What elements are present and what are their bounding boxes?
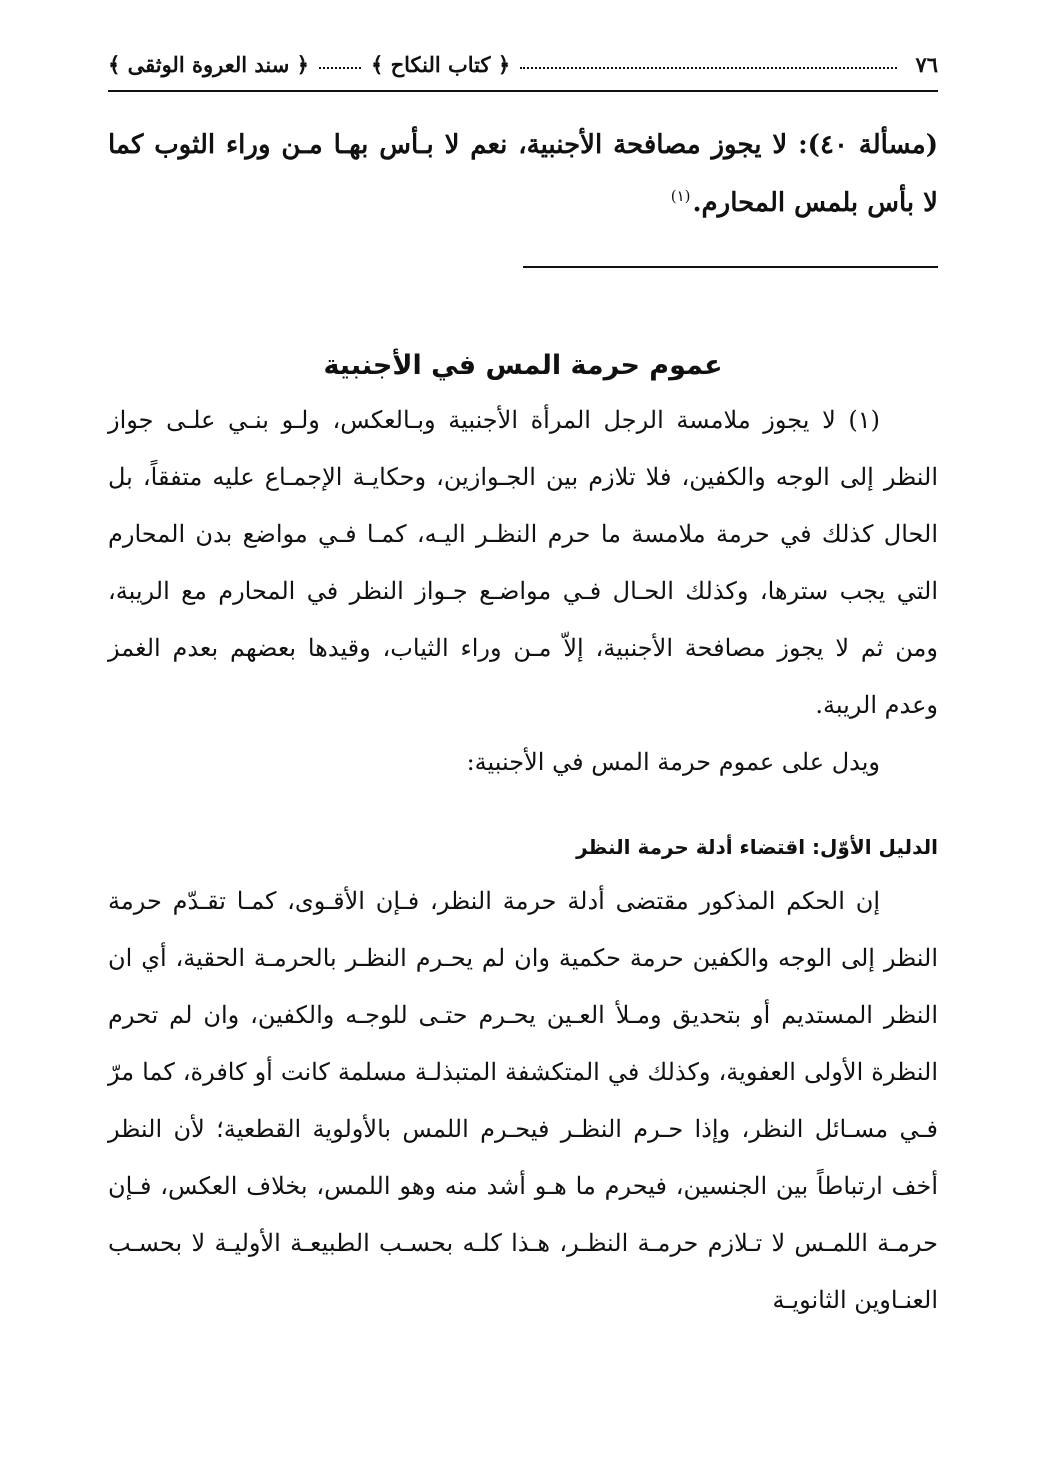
issue-text: (مسألة ٤٠): لا يجوز مصافحة الأجنبية، نعم لا بـأس بهـا مـن وراء الثوب كما لا بأس بلمس المحارم.	[108, 130, 938, 218]
page-number: ٧٦	[915, 51, 938, 77]
issue-statement	[108, 116, 938, 232]
book-page	[108, 38, 938, 1438]
running-header	[108, 38, 938, 92]
proof-intro-paragraph: ويدل على عموم حرمة المس في الأجنبية:	[466, 748, 880, 776]
section-heading: عموم حرمة المس في الأجنبية	[323, 350, 723, 381]
proof-paragraph: إن الحكم المذكور مقتضى أدلة حرمة النظر، فـإن الأقـوى، كمـا تقـدّم حرمة النظر إلى الوجه والكفين حرمة حكمية وان لم يحـرم النظـر بالحرمـة الحقية، أي ان النظر المستديم أو بتحديق ومـلأ العـين يحـرم حتـى للوجـه والكفين، وان لم تحرم النظرة الأولى العفوية، وكذلك في المتكشفة المتبذلـة مسلمة كانت أو كافرة، كما مرّ فـي مسـائل النظر، وإذا حـرم النظـر فيحـرم اللمس بالأولوية القطعية؛ لأن النظر أخف ارتباطاً بين الجنسين، فيحرم ما هـو أشد منه وهو اللمس، بخلاف العكس، فـإن حرمـة اللمـس لا تـلازم حرمـة النظـر، هـذا كلـه بحسـب الطبيعـة الأوليـة لا بحسـب العنـاوين الثانويـة	[108, 887, 938, 1314]
header-dot-leader-short	[319, 67, 361, 69]
footnote-reference: (١)	[670, 187, 691, 206]
chapter-title: ﴿ كتاب النكاح ﴾	[370, 51, 511, 77]
footnote-paragraph: (١) لا يجوز ملامسة الرجل المرأة الأجنبية وبـالعكس، ولـو بنـي علـى جواز النظر إلى الوجه والكفين، فلا تلازم بين الجـوازين، وحكايـة الإجمـاع عليه متفقاً، بل الحال كذلك في حرمة ملامسة ما حرم النظـر اليـه، كمـا فـي مواضع بدن المحارم التي يجب سترها، وكذلك الحـال فـي مواضـع جـواز النظر في المحارم مع الريبة، ومن ثم لا يجوز مصافحة الأجنبية، إلاّ مـن وراء الثياب، وقيدها بعضهم بعدم الغمز وعدم الريبة.	[108, 406, 938, 719]
book-title: ﴿ سند العروة الوثقى ﴾	[108, 51, 309, 77]
footnote-divider	[523, 266, 938, 268]
proof-heading: الدليل الأوّل: اقتضاء أدلة حرمة النظر	[576, 835, 938, 859]
header-dot-leader	[520, 67, 897, 69]
